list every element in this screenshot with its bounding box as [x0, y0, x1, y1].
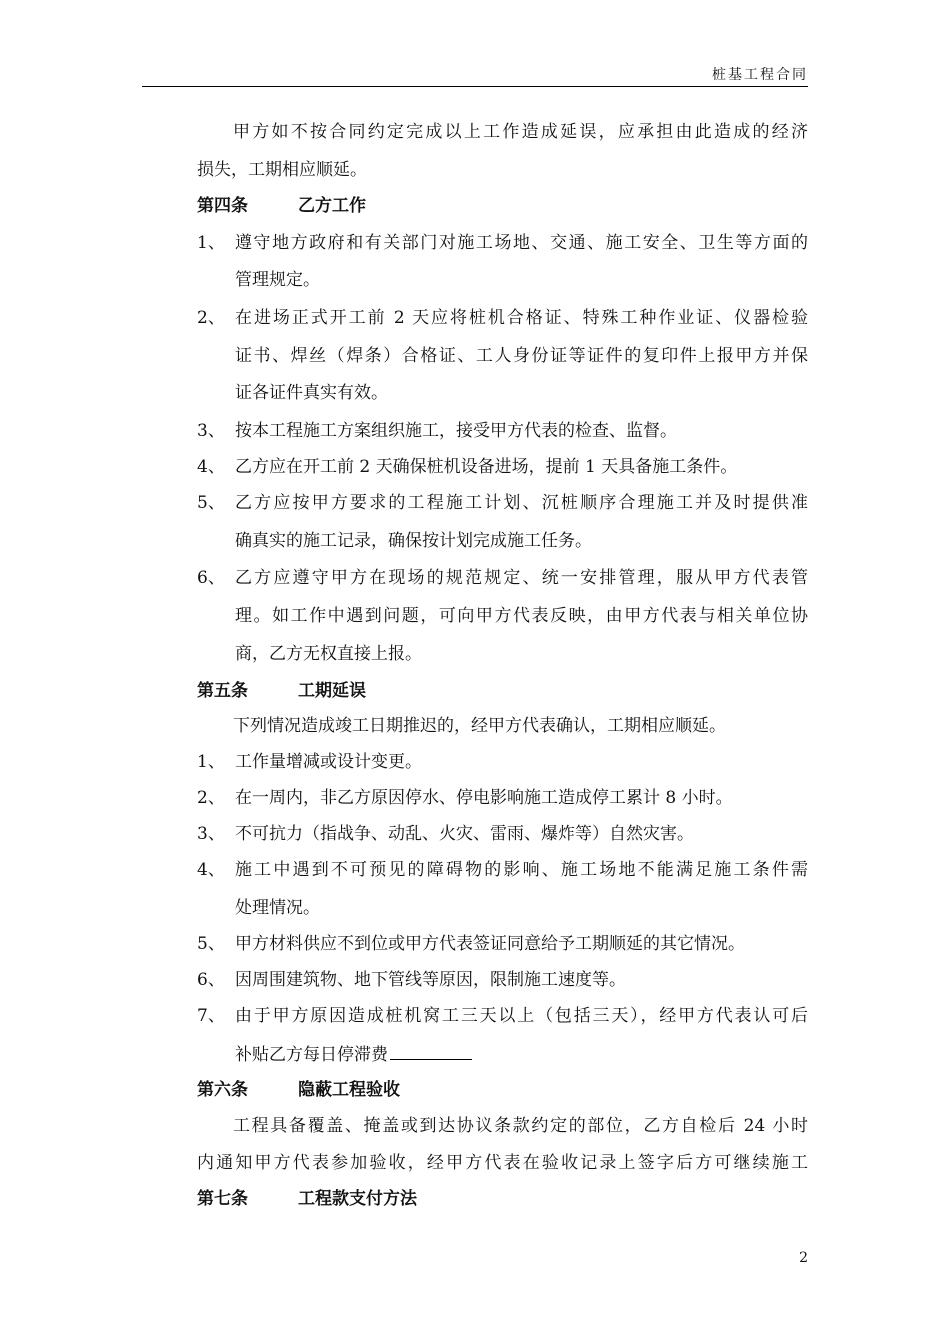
fill-in-blank[interactable]	[390, 1043, 472, 1060]
header-divider	[142, 86, 808, 87]
article-number: 第六条	[197, 1080, 248, 1100]
article-number: 第七条	[197, 1189, 248, 1209]
page-number: 2	[799, 1250, 808, 1266]
article-number: 第四条	[197, 196, 248, 216]
running-header-title: 桩基工程合同	[712, 67, 808, 83]
article-number: 第五条	[197, 681, 248, 701]
article-title: 乙方工作	[298, 196, 366, 216]
article-title: 隐蔽工程验收	[298, 1080, 400, 1100]
article-title: 工程款支付方法	[298, 1189, 417, 1209]
article-title: 工期延误	[298, 681, 366, 701]
